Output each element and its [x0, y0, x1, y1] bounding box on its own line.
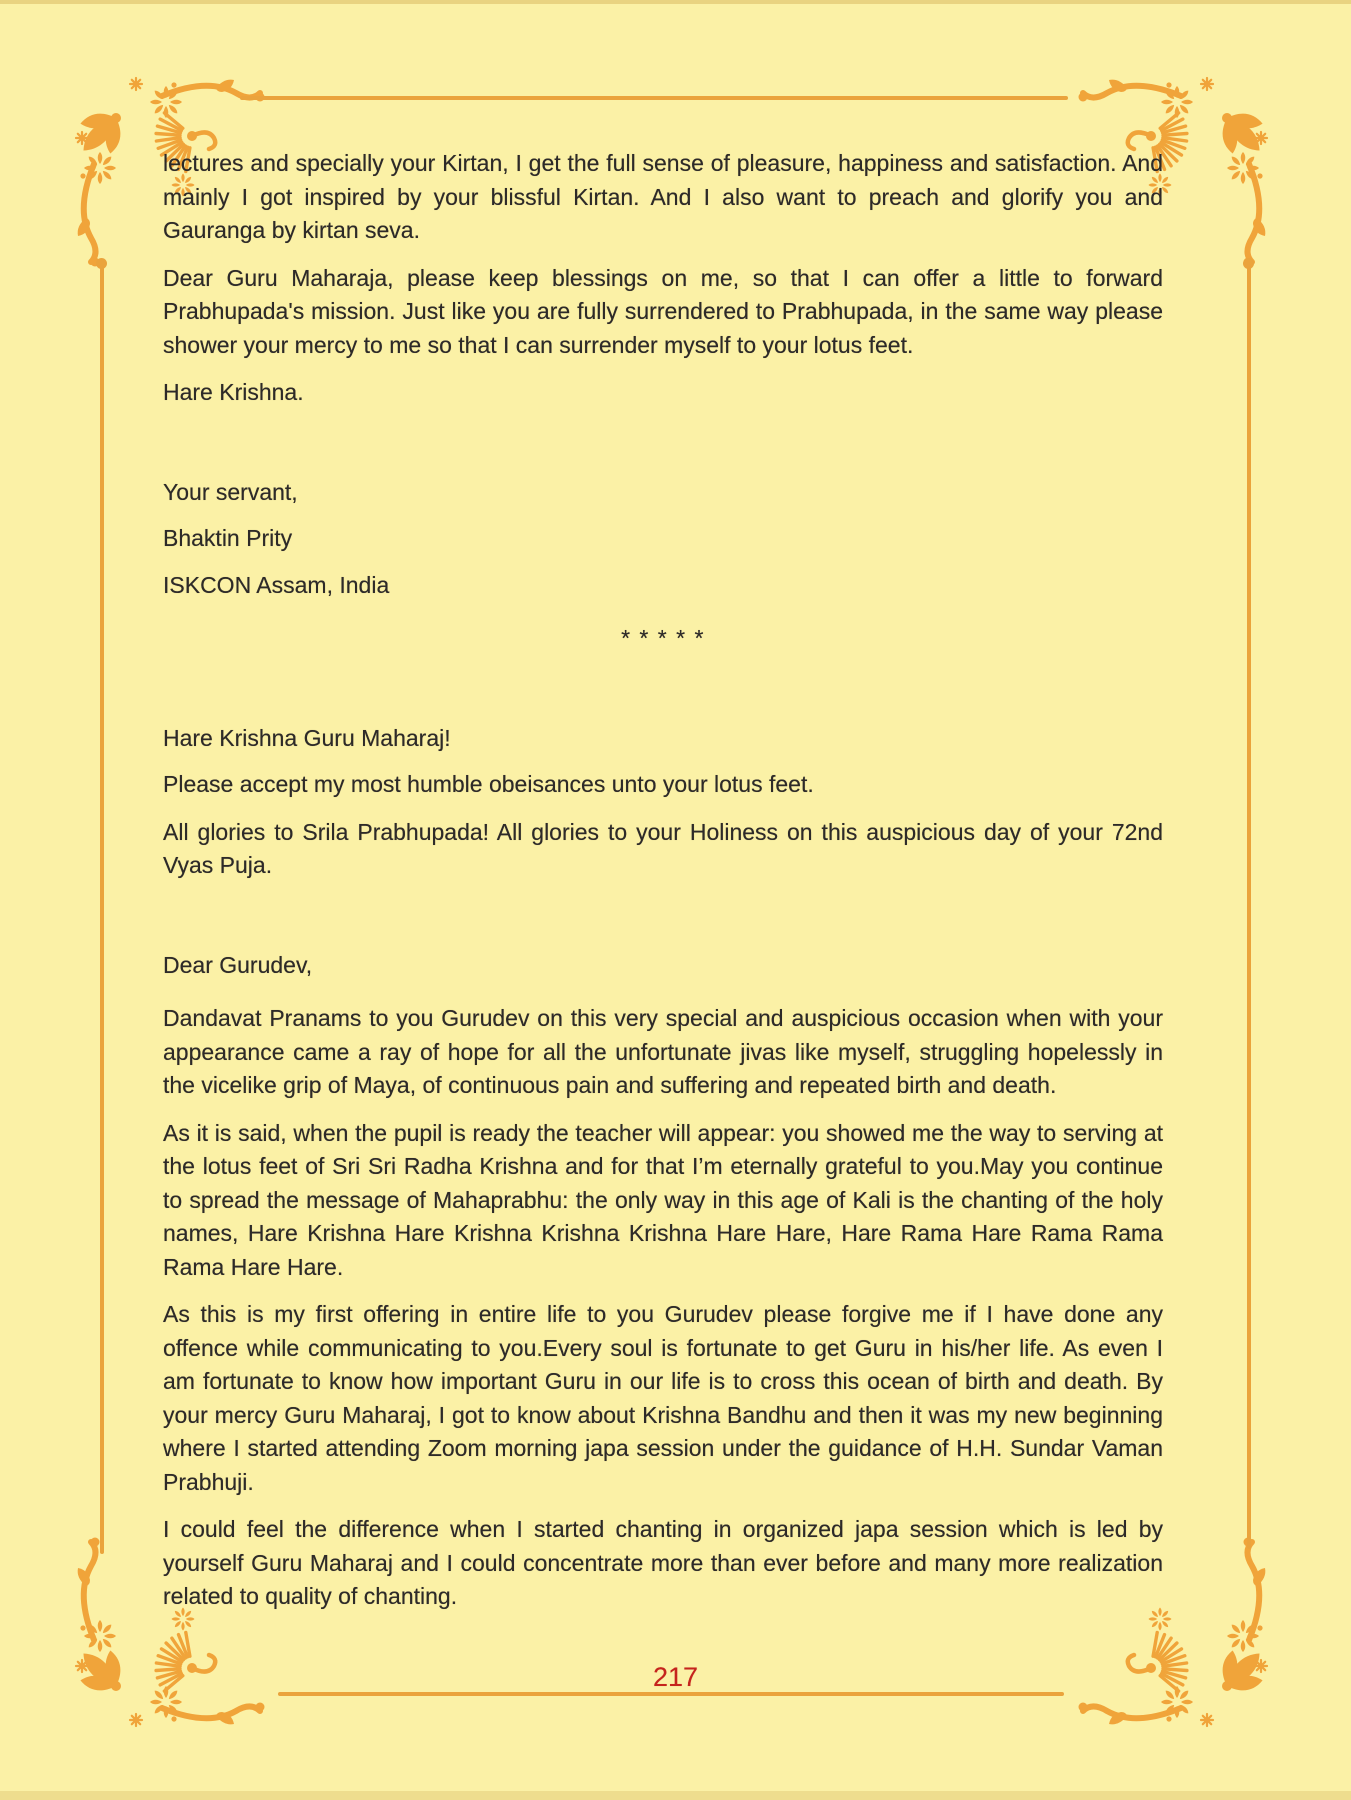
letter-content — [163, 147, 1163, 1628]
letter-signature: Bhaktin Prity — [163, 525, 293, 551]
border-line-right-cap — [1243, 258, 1254, 269]
letter-paragraph: All glories to Srila Prabhupada! All glories to your Holiness on this auspicious day of your 72nd Vyas Puja. — [163, 818, 1163, 878]
letter-paragraph: Dandavat Pranams to you Gurudev on this very special and auspicious occasion when with your appearance came a ray of hope for all the unfortunate jivas like myself, struggling hopelessly in the vicelike grip of Maya, of continuous pain and suffering and repeated birth and death. — [163, 1005, 1163, 1098]
border-line-bottom — [278, 1692, 1064, 1696]
page-number: 217 — [652, 1662, 699, 1692]
asterisk-separator: * * * * * — [621, 625, 705, 651]
letter-paragraph: As this is my first offering in entire life to you Gurudev please forgive me if I have done any offence while communicating to you.Every soul is fortunate to get Guru in his/her life. As even I am fortunate to know how important Guru in our life is to cross this ocean of birth and death. By your mercy Guru Maharaj, I got to know about Krishna Bandhu and then it was my new beginning where I started attending Zoom morning japa session under the guidance of H.H. Sundar Vaman Prabhuji. — [163, 1301, 1163, 1495]
letter-paragraph: Please accept my most humble obeisances unto your lotus feet. — [163, 771, 814, 797]
letter-salutation: Hare Krishna Guru Maharaj! — [163, 724, 451, 751]
letter-paragraph: Hare Krishna. — [163, 379, 304, 405]
letter-closing: Your servant, — [163, 478, 298, 505]
letter-signature-location: ISKCON Assam, India — [163, 571, 390, 598]
letter-paragraph: Dear Guru Maharaja, please keep blessings on me, so that I can offer a little to forward Prabhupada's mission. Just like you are fully surrendered to Prabhupada, in the same way please shower your mercy to me so that I can surrender myself to your lotus feet. — [163, 264, 1163, 358]
border-line-right — [1247, 266, 1251, 1549]
border-line-left-cap — [96, 258, 107, 269]
border-line-top — [240, 96, 1068, 100]
letter-paragraph: As it is said, when the pupil is ready the teacher will appear: you showed me the way to serving at the lotus feet of Sri Sri Radha Krishna and for that I’m eternally grateful to you.May you continue to spread the message of Mahaprabhu: the only way in this age of Kali is the chanting of the holy names, Hare Krishna Hare Krishna Krishna Krishna Hare Hare, Hare Rama Hare Rama Rama Rama Hare Hare. — [163, 1119, 1163, 1280]
letter-paragraph: I could feel the difference when I started chanting in organized japa session which is led by yourself Guru Maharaj and I could concentrate more than ever before and many more realization related to quality of chanting. — [163, 1516, 1163, 1609]
border-line-left — [100, 266, 104, 1554]
letter-salutation: Dear Gurudev, — [163, 951, 313, 978]
letter-paragraph: lectures and specially your Kirtan, I get the full sense of pleasure, happiness and satisfaction. And mainly I got inspired by your blissful Kirtan. And I also want to preach and glorify you and Gauranga by kirtan seva. — [163, 150, 1163, 243]
